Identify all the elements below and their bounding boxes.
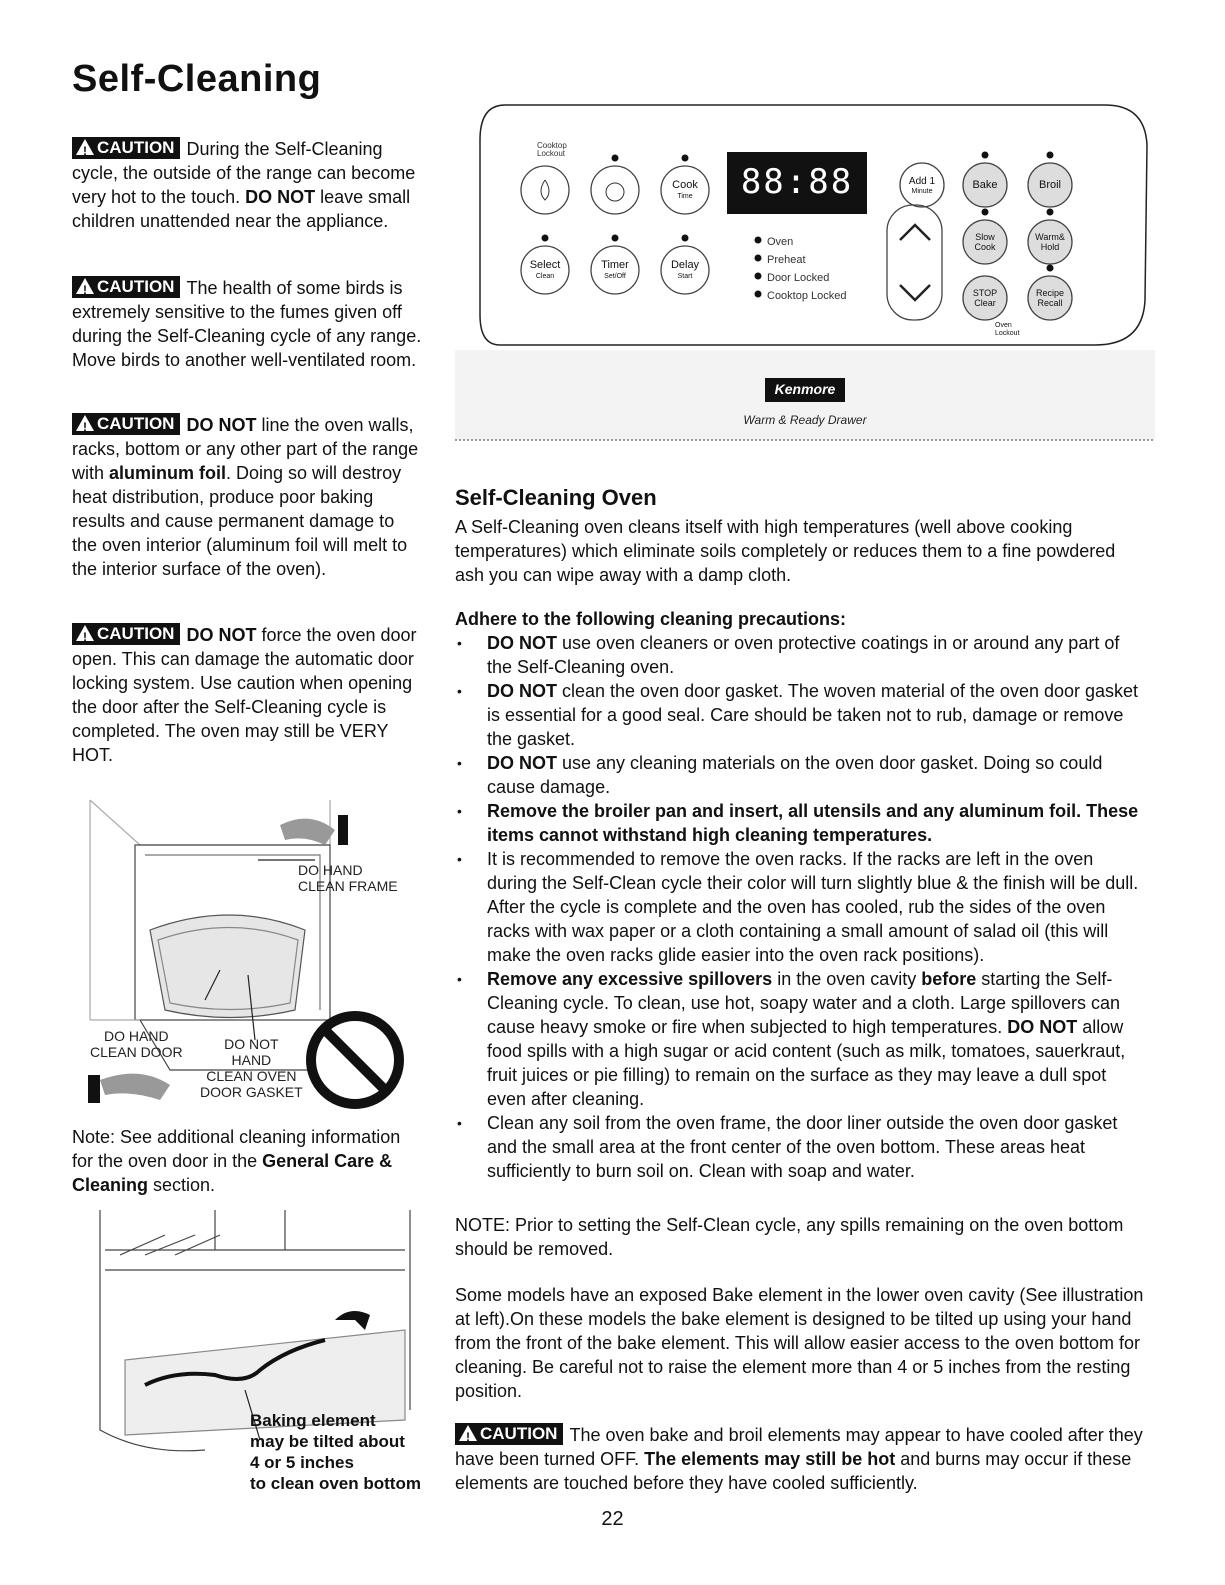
select-clean-button: Select Clean	[529, 259, 561, 280]
list-item: • Clean any soil from the oven frame, the door liner outside the oven door gasket and the small area at the front center of the oven bottom. These areas heat sufficiently to burn soil on. Clean with soap and water.	[455, 1111, 1145, 1183]
caution-birds: ! CAUTION The health of some birds is extremely sensitive to the fumes given off during the Self-Cleaning cycle of any range. Move birds to another well-ventilated room.	[72, 277, 422, 370]
warning-icon: !	[459, 1425, 477, 1441]
caution-children: ! CAUTION During the Self-Cleaning cycle, the outside of the range can become very hot to the touch. DO NOT leave small children unattended near the appliance.	[72, 138, 416, 231]
models-paragraph: Some models have an exposed Bake element in the lower oven cavity (See illustration at left).On these models the bake element is designed to be tilted up using your hand from the front of the bake element. This will allow easier access to the oven bottom for cleaning. Be careful not to raise the element more than 4 or 5 inches from the resting position.	[455, 1285, 1144, 1401]
page-title: Self-Cleaning	[72, 58, 322, 100]
caution-badge: ! CAUTION	[72, 413, 180, 435]
intro-paragraph: A Self-Cleaning oven cleans itself with high temperatures (well above cooking temperatures) which eliminate soils completely or reduces them to a fine powdered ash you can wipe away with a damp cloth.	[455, 517, 1116, 585]
caution-badge: ! CAUTION	[72, 623, 180, 645]
caution-door: ! CAUTION DO NOT force the oven door open. This can damage the automatic door locking system. Use caution when opening the door after the Self-Cleaning cycle is completed. The oven may still be VERY HOT.	[72, 624, 417, 765]
list-item: • DO NOT use any cleaning materials on the oven door gasket. Doing so could cause damage.	[455, 751, 1145, 799]
delay-start-button: Delay Start	[670, 259, 700, 280]
caution-foil: ! CAUTION DO NOT line the oven walls, racks, bottom or any other part of the range with aluminum foil. Doing so will destroy heat distribution, produce poor baking results and cause permanent damage to the oven interior (aluminum foil will melt to the interior surface of the oven).	[72, 414, 419, 579]
label-frame: DO HAND CLEAN FRAME	[298, 862, 398, 894]
stop-clear-button: STOP Clear	[972, 288, 998, 308]
precautions-list	[455, 631, 1145, 1183]
list-item: • DO NOT clean the oven door gasket. The woven material of the oven door gasket is essential for a good seal. Care should be taken not to rub, damage or remove the gasket.	[455, 679, 1145, 751]
oven-lockout-label: Oven Lockout	[995, 322, 1020, 337]
warning-icon: !	[76, 278, 94, 294]
warning-icon: !	[76, 139, 94, 155]
precautions-block	[455, 607, 1145, 1183]
cook-time-button: Cook Time	[672, 179, 698, 200]
broil-button: Broil	[1038, 179, 1061, 191]
slow-cook-button: Slow Cook	[974, 232, 996, 252]
caution-badge: ! CAUTION	[455, 1423, 563, 1445]
cooktop-lockout-label: Cooktop Lockout	[537, 141, 567, 158]
list-item: • Remove any excessive spillovers in the oven cavity before starting the Self-Cleaning cycle. To clean, use hot, soapy water and a cloth. Large spillovers can cause heavy smoke or fire when subjected to high temperatures. DO NOT allow food spills with a high sugar or acid content (such as milk, tomatoes, sauerkraut, fruit juices or pie filling) to remain on the surface as they may leave a dull spot even after cleaning.	[455, 967, 1145, 1111]
warm-hold-button: Warm& Hold	[1035, 232, 1065, 252]
list-item: • DO NOT use oven cleaners or oven protective coatings in or around any part of the Self-Cleaning oven.	[455, 631, 1145, 679]
indicator-list: Oven Preheat Door Locked Cooktop Locked	[767, 236, 847, 302]
list-item: • It is recommended to remove the oven racks. If the racks are left in the oven during the Self-Clean cycle their color will turn slightly blue & the finish will be dull. After the cycle is complete and the oven has cooled, rub the sides of the oven racks with wax paper or a cloth containing a small amount of salad oil (this will make the oven racks glide easier into the oven rack positions).	[455, 847, 1145, 967]
warning-icon: !	[76, 625, 94, 641]
page-number: 22	[601, 1508, 624, 1530]
kenmore-logo: Kenmore	[774, 381, 836, 397]
caution-elements: ! CAUTION The oven bake and broil elements may appear to have cooled after they have been turned OFF. The elements may still be hot and burns may occur if these elements are touched before they have cooled sufficiently.	[455, 1424, 1143, 1493]
baking-element-caption: Baking element may be tilted about 4 or 5 inches to clean oven bottom	[250, 1411, 421, 1493]
drawer-label: Warm & Ready Drawer	[743, 413, 867, 427]
timer-button: Timer Set/Off	[601, 259, 629, 280]
label-gasket: DO NOT HAND CLEAN OVEN DOOR GASKET	[200, 1036, 303, 1100]
add-minute-button: Add 1 Minute	[908, 176, 936, 195]
oven-door-illustration	[80, 790, 420, 1120]
note-paragraph: NOTE: Prior to setting the Self-Clean cycle, any spills remaining on the oven bottom should be removed.	[455, 1215, 1124, 1259]
control-panel-illustration	[455, 100, 1155, 452]
clock-display: 88:88	[740, 162, 854, 202]
recipe-recall-button: Recipe Recall	[1035, 288, 1064, 308]
caution-badge: ! CAUTION	[72, 137, 180, 159]
label-door: DO HAND CLEAN DOOR	[90, 1028, 183, 1060]
warning-icon: !	[76, 415, 94, 431]
list-item: • Remove the broiler pan and insert, all utensils and any aluminum foil. These items cannot withstand high cleaning temperatures.	[455, 799, 1145, 847]
section-heading: Self-Cleaning Oven	[455, 485, 657, 510]
caution-badge: ! CAUTION	[72, 276, 180, 298]
note-door-cleaning: Note: See additional cleaning information for the oven door in the General Care & Cleaning section.	[72, 1127, 401, 1195]
precautions-heading: Adhere to the following cleaning precautions:	[455, 609, 847, 629]
bake-button: Bake	[972, 179, 998, 191]
baking-element-illustration	[85, 1210, 425, 1510]
